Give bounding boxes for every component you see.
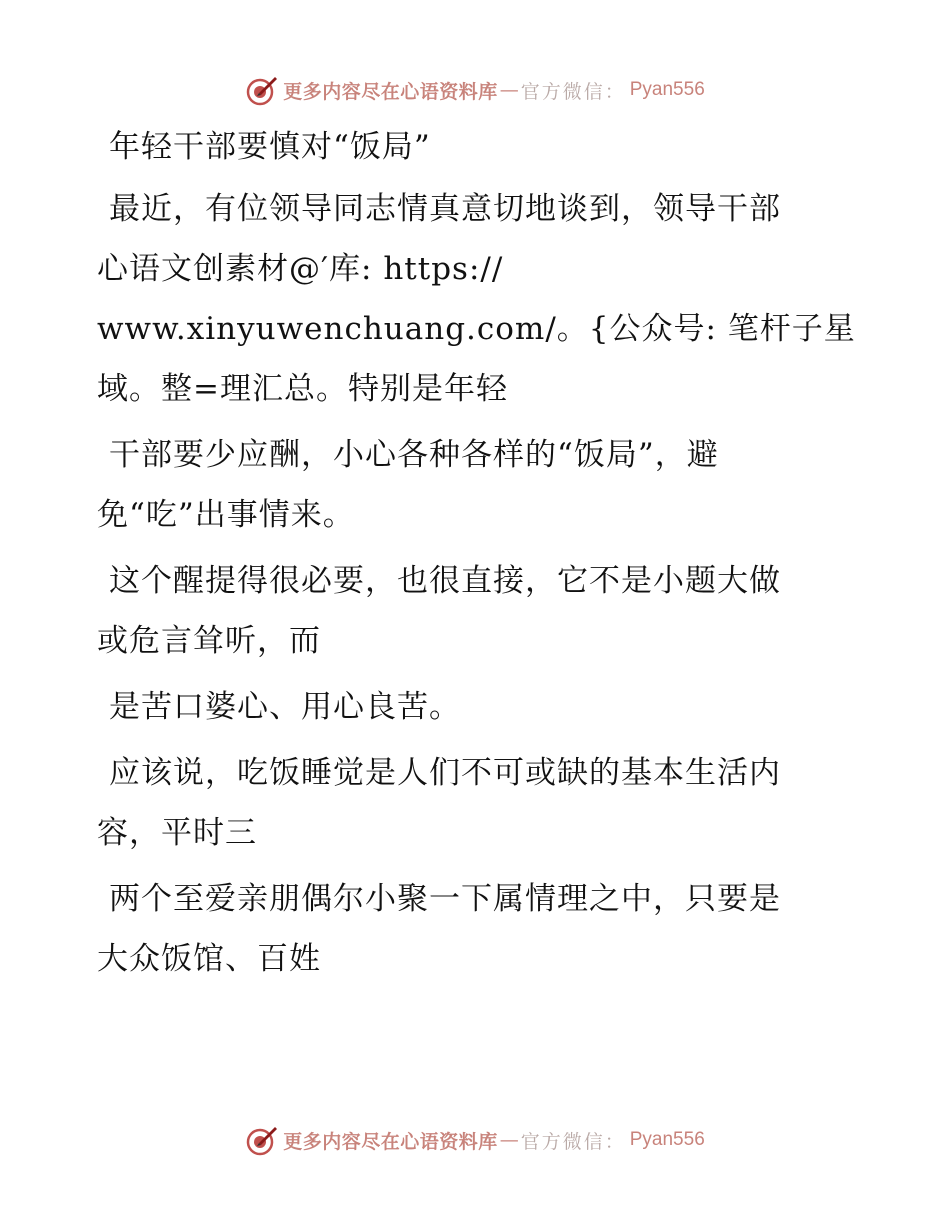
pen-logo-icon — [245, 1123, 279, 1157]
paragraph-line: 心语文创素材@′库: https:// — [97, 251, 504, 287]
banner-wechat-id: Pyan556 — [629, 1129, 705, 1150]
banner-main-text: 更多内容尽在心语资料库 — [283, 1130, 498, 1153]
paragraph — [97, 687, 837, 727]
banner-dash: — — [499, 79, 519, 101]
paragraph-line: 这个醒提得很必要，也很直接，它不是小题大做 — [109, 563, 781, 599]
paragraph — [97, 753, 837, 853]
banner-dash: — — [499, 1129, 519, 1151]
paragraph-line: 免“吃”出事情来。 — [97, 497, 355, 533]
paragraph — [97, 561, 837, 661]
banner-wechat-id: Pyan556 — [629, 79, 705, 100]
paragraph-line: 最近，有位领导同志情真意切地谈到，领导干部 — [109, 191, 781, 227]
paragraph-line: 是苦口婆心、用心良苦。 — [109, 689, 461, 725]
document-body — [97, 120, 856, 979]
banner-wechat-label: 官方微信： — [520, 1130, 626, 1153]
paragraph — [97, 435, 837, 535]
paragraph — [97, 879, 837, 979]
paragraph-line: 大众饭馆、百姓 — [97, 941, 321, 977]
paragraph-line: www.xinyuwenchuang.com/。{公众号: 笔杆子星 — [97, 311, 856, 347]
paragraph-line: 应该说，吃饭睡觉是人们不可或缺的基本生活内 — [109, 755, 781, 791]
paragraph-line: 干部要少应酬，小心各种各样的“饭局”，避 — [109, 437, 719, 473]
header-banner — [0, 70, 950, 110]
banner-main-text: 更多内容尽在心语资料库 — [283, 80, 498, 103]
paragraph-line: 容，平时三 — [97, 815, 257, 851]
footer-banner — [0, 1120, 950, 1160]
document-title: 年轻干部要慎对“饭局” — [109, 129, 431, 165]
pen-logo-icon — [245, 73, 279, 107]
banner-wechat-label: 官方微信： — [520, 80, 626, 103]
paragraph-line: 域。整=理汇总。特别是年轻 — [97, 371, 508, 407]
paragraph — [97, 189, 856, 409]
paragraph-line: 两个至爱亲朋偶尔小聚一下属情理之中，只要是 — [109, 881, 781, 917]
paragraph-line: 或危言耸听，而 — [97, 623, 321, 659]
